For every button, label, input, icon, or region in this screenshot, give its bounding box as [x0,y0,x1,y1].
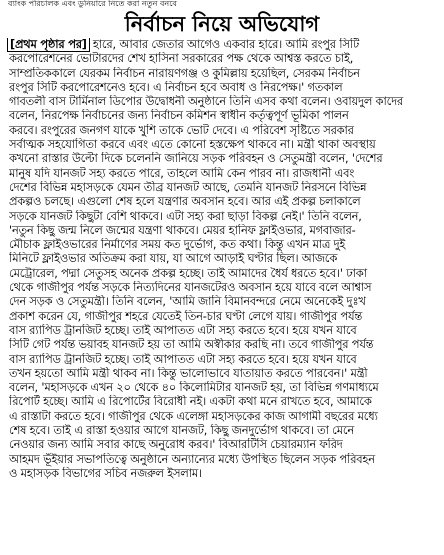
article-line-text: মানুষ যদি যানজট সহ্য করতে পারে, তাহলে আমি কেন পারব না। রাজধানী এবং [9,166,355,180]
article-line-text: মৌচাক ফ্লাইওভারের নির্মাণের সময় কত দুর্ভোগ, কত কথা। কিন্তু এখন মাত্র দুই [9,238,346,252]
article-line-text: দেন সড়ক ও সেতুমন্ত্রী। তিনি বলেন, 'আমি জানি বিমানবন্দরে নেমে অনেকেই দুঃখ [9,295,366,309]
article-line [9,381,436,395]
article-line-text: বাস র‍্যাপিড ট্রানজিট হচ্ছে। তাই আপাতত এটা সহ্য করতে হবে। হয়ে যখন যাবে [9,323,357,337]
article-line [9,467,436,481]
article-line [9,138,436,152]
headline: নির্বাচন নিয়ে অভিযোগ [124,12,320,36]
article-line-text: আহমদ ভূঁইয়ার সভাপতিত্বে অনুষ্ঠানে অন্যান্যের মধ্যে উপস্থিত ছিলেন সড়ক পরিবহন [9,452,375,466]
article-line-text: করপোরেশনের ভোটারদের শেখ হাসিনা সরকারের পক্ষ থেকে আশ্বস্ত করতে চাই, [9,52,354,66]
article-line [9,124,436,138]
article-line-text: থেকে গাজীপুর পর্যন্ত সড়কে নিত্যদিনের যানজটেরও অবসান হয়ে যাবে বলে আশ্বাস [9,281,372,295]
article-line-text: কখনো রাস্তার উল্টো দিকে চলেননি জানিয়ে সড়ক পরিবহন ও সেতুমন্ত্রী বলেন, 'দেশের [9,152,383,166]
cropped-previous-line: ব্যাংক পরিচালক এবং ডুনিয়ারে নিতে করা নতুন বনবে [8,0,177,8]
article-line-text: গাবতলী বাস টার্মিনাল ডিপোর উদ্বোধনী অনুষ্ঠানে তিনি এসব কথা বলেন। ওবায়দুল কাদের [9,95,403,109]
article-line-text: শেষ হবে। তাই এ রাস্তা হওয়ার আগে যানজট, কিছু জনদুর্ভোগ থাকবে। তা মেনে [9,424,355,438]
article-line [9,224,436,238]
article-line [9,353,436,367]
article-line [9,395,436,409]
article-line-text: রিপোর্ট হচ্ছে। আমি এ রিপোর্টের বিরোধী নই। একটা কথা মনে রাখতে হবে, আমাকে [9,395,372,409]
article-line-text: মিনিটে ফ্লাইওভার অতিক্রম করা যায়, যা আগে আড়াই ঘণ্টার ছিল। আজকে [9,252,338,266]
article-line-text: সড়কে যানজট কিছুটা বেশি থাকবে। এটা সহ্য করা ছাড়া বিকল্প নেই।' তিনি বলেন, [9,209,362,223]
article-line [9,281,436,295]
article-line [9,324,436,338]
article-line [9,238,436,252]
continued-from-kicker: [প্রথম পৃষ্ঠার পর] [7,38,90,52]
article-line-text: বলেন, নিরপেক্ষ নির্বাচনের জন্য নির্বাচন কমিশন স্বাধীন কর্তৃত্বপূর্ণ ভূমিকা পালন [9,109,349,123]
article-line [9,438,436,452]
article-line-text: করবে। রংপুরের জনগণ যাকে খুশি তাকে ভোট দেবে। এ পরিবেশ সৃষ্টিতে সরকার [9,123,354,137]
article-line [9,295,436,309]
article-line [9,252,436,266]
article-line [7,38,436,52]
article-line [9,67,436,81]
article-line-text: সর্বাত্মক সহযোগিতা করবে এবং এতে কোনো হস্তক্ষেপ থাকবে না। মন্ত্রী থাকা অবস্থায় [9,138,376,152]
article-line-text: তখন হয়তো আমি মন্ত্রী থাকব না। কিন্তু ভালোভাবে যাতায়াত করতে পারবেন।' মন্ত্রী [9,366,368,380]
article-line-text: নেওয়ার জন্য আমি সবার কাছে অনুরোধ করব।' বিআরটিসি চেয়ারম্যান ফরিদ [9,438,343,452]
article-line [9,195,436,209]
article-line [9,310,436,324]
article-line [9,95,436,109]
article-line-text: প্রকাশ করেন যে, গাজীপুর শহরে যেতেই তিন-চার ঘণ্টা লেগে যায়। গাজীপুর পর্যন্ত [9,309,362,323]
article-line-text: রংপুর সিটি করপোরেশনেও হবে। এ নির্বাচন হবে অবাধ ও নিরপেক্ষ।' গতকাল [9,80,343,94]
article-line-text: বলেন, 'মহাসড়কে এখন ২০ থেকে ৪০ কিলোমিটার যানজট হয়, তা বিভিন্ন গণমাধ্যমে [9,381,379,395]
article-line [9,410,436,424]
article-line [9,109,436,123]
article-line [9,367,436,381]
article-line-text: মেট্রোরেল, পদ্মা সেতুসহ অনেক প্রকল্প হচ্ছে। তাই আমাদের ধৈর্য ধরতে হবে।' ঢাকা [9,266,367,280]
article-line [9,167,436,181]
article-line [9,267,436,281]
article-line-text: বাস র‍্যাপিড ট্রানজিট হচ্ছে। তাই আপাতত এটা সহ্য করতে হবে। হয়ে যখন যাবে [9,352,357,366]
article-line-text: সিটি গেট পর্যন্ত ভয়াবহ যানজট হয় তা আমি অস্বীকার করছি না। তবে গাজীপুর পর্যন্ত [9,338,374,352]
article-line [9,424,436,438]
article-line [9,152,436,166]
article-line-text: হারে, আবার জেতার আগেও একবার হারে। আমি রংপুর সিটি [92,38,360,51]
article-line-text: সাম্প্রতিককালে যেরকম নির্বাচন নারায়ণগঞ্জ ও কুমিল্লায় হয়েছিল, সেরকম নির্বাচন [9,66,360,80]
article-line [9,453,436,467]
article-line [9,81,436,95]
article-body [9,38,436,481]
article-line [9,52,436,66]
article-line-text: ও মহাসড়ক বিভাগের সচিব নজরুল ইসলাম। [9,466,202,480]
article-line [9,338,436,352]
article-line [9,181,436,195]
article-line-text: দেশের বিভিন্ন মহাসড়কে যেমন তীব্র যানজট আছে, তেমনি যানজট নিরসনে বিভিন্ন [9,180,367,194]
article-line-text: প্রকল্পও চলছে। এগুলো শেষ হলে যন্ত্রণার অবসান হবে। আর এই প্রকল্প চলাকালে [9,195,361,209]
article-line-text: এ রাস্তাটা করতে হবে। গাজীপুর থেকে এলেঙ্গা মহাসড়কের কাজ আগামী বছরের মধ্যে [9,409,378,423]
article-line-text: 'নতুন কিছু জন্ম নিলে জন্মের যন্ত্রণা থাকবে। মেয়র হানিফ ফ্লাইওভার, মগবাজার- [9,223,356,237]
article-line [9,210,436,224]
